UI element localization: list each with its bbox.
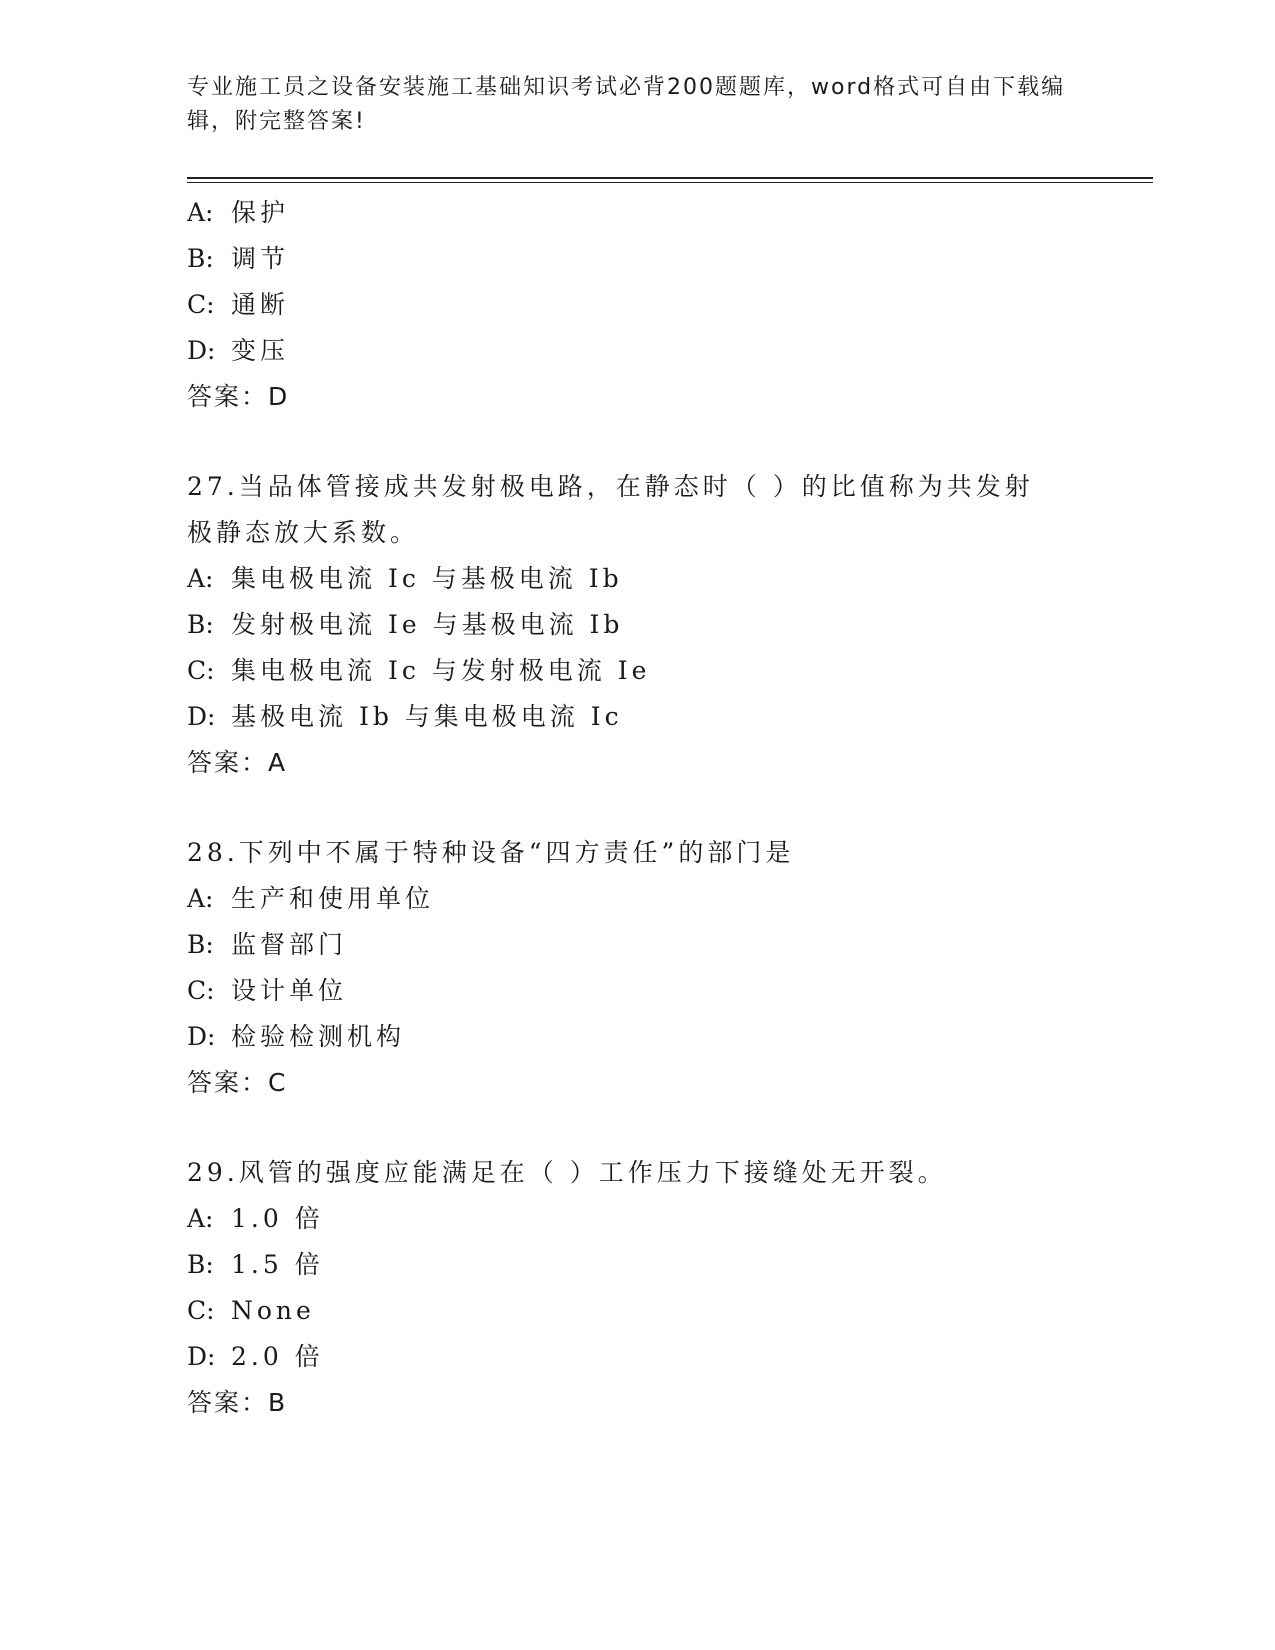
option-text: 集电极电流 Ic 与基极电流 Ib bbox=[231, 564, 623, 593]
answer-line: 答案：D bbox=[187, 382, 290, 411]
option-label: D: bbox=[187, 1022, 216, 1051]
answer-line: 答案：A bbox=[187, 748, 288, 777]
option-label: D: bbox=[187, 702, 216, 731]
option-label: A: bbox=[187, 198, 214, 227]
option-c bbox=[187, 968, 1087, 1014]
option-a bbox=[187, 876, 1087, 922]
option-label: C: bbox=[187, 656, 215, 685]
option-text: None bbox=[231, 1296, 315, 1325]
question-29 bbox=[187, 1150, 1087, 1426]
option-b bbox=[187, 922, 1087, 968]
option-text: 基极电流 Ib 与集电极电流 Ic bbox=[231, 702, 623, 731]
answer-line: 答案：C bbox=[187, 1068, 288, 1097]
option-c bbox=[187, 282, 1087, 328]
question-28 bbox=[187, 830, 1087, 1106]
option-text: 集电极电流 Ic 与发射极电流 Ie bbox=[231, 656, 651, 685]
option-text: 1.5 倍 bbox=[231, 1250, 324, 1279]
option-text: 检验检测机构 bbox=[231, 1022, 406, 1051]
question-text: 27.当品体管接成共发射极电路，在静态时（ ）的比值称为共发射极静态放大系数。 bbox=[187, 472, 1034, 547]
option-a bbox=[187, 556, 1087, 602]
option-text: 生产和使用单位 bbox=[231, 884, 435, 913]
option-a bbox=[187, 190, 1087, 236]
question-26-partial bbox=[187, 190, 1087, 420]
option-d bbox=[187, 1334, 1087, 1380]
option-label: D: bbox=[187, 1342, 216, 1371]
option-label: A: bbox=[187, 564, 214, 593]
option-d bbox=[187, 694, 1087, 740]
option-text: 设计单位 bbox=[231, 976, 348, 1005]
option-b bbox=[187, 602, 1087, 648]
question-list bbox=[187, 190, 1087, 1426]
option-text: 1.0 倍 bbox=[231, 1204, 324, 1233]
option-text: 2.0 倍 bbox=[231, 1342, 324, 1371]
answer-line: 答案：B bbox=[187, 1388, 288, 1417]
option-label: C: bbox=[187, 1296, 215, 1325]
option-label: D: bbox=[187, 336, 216, 365]
option-text: 监督部门 bbox=[231, 930, 348, 959]
option-label: A: bbox=[187, 884, 214, 913]
question-27 bbox=[187, 464, 1087, 786]
option-a bbox=[187, 1196, 1087, 1242]
option-text: 发射极电流 Ie 与基极电流 Ib bbox=[231, 610, 624, 639]
option-label: B: bbox=[187, 930, 214, 959]
option-d bbox=[187, 328, 1087, 374]
header-divider bbox=[187, 177, 1153, 183]
option-label: C: bbox=[187, 976, 215, 1005]
document-header: 专业施工员之设备安装施工基础知识考试必背200题题库，word格式可自由下载编辑，附完整答案! bbox=[187, 75, 1066, 134]
option-b bbox=[187, 236, 1087, 282]
option-label: B: bbox=[187, 610, 214, 639]
option-label: B: bbox=[187, 244, 214, 273]
option-text: 变压 bbox=[231, 336, 290, 365]
option-text: 保护 bbox=[231, 198, 290, 227]
question-text: 28.下列中不属于特种设备“四方责任”的部门是 bbox=[187, 838, 795, 867]
option-text: 通断 bbox=[231, 290, 290, 319]
option-label: A: bbox=[187, 1204, 214, 1233]
option-text: 调节 bbox=[231, 244, 290, 273]
option-b bbox=[187, 1242, 1087, 1288]
option-label: B: bbox=[187, 1250, 214, 1279]
option-c bbox=[187, 648, 1087, 694]
option-label: C: bbox=[187, 290, 215, 319]
option-d bbox=[187, 1014, 1087, 1060]
option-c bbox=[187, 1288, 1087, 1334]
question-text: 29.风管的强度应能满足在（ ）工作压力下接缝处无开裂。 bbox=[187, 1158, 947, 1187]
